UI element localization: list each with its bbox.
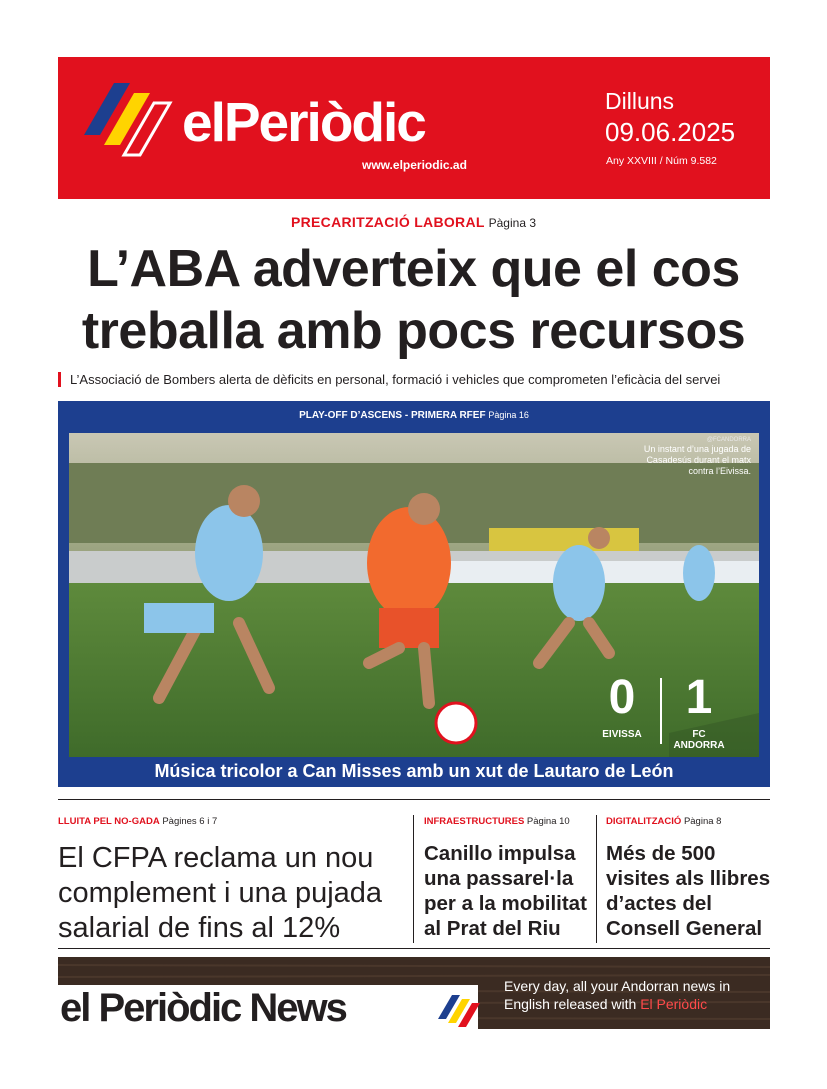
- lead-headline[interactable]: L’ABA adverteix que el cos treballa amb pocs recursos: [81, 240, 746, 360]
- photo-story-title[interactable]: Música tricolor a Can Misses amb un xut de Lautaro de León: [154, 761, 674, 781]
- issue-number: Any XXVIII / Núm 9.582: [606, 155, 717, 167]
- away-score: [669, 673, 729, 751]
- tricolor-logo-icon: [84, 83, 174, 173]
- story-canillo[interactable]: [424, 816, 589, 941]
- story-section: DIGITALITZACIÓ: [606, 816, 682, 827]
- divider-top: [58, 799, 770, 800]
- score-divider: [660, 678, 662, 744]
- story-title[interactable]: El CFPA reclama un nou complement i una pujada salarial de fins al 12%: [58, 842, 383, 944]
- news-banner-highlight: El Periòdic: [640, 996, 708, 1012]
- story-page-ref: Pàgines 6 i 7: [162, 816, 218, 827]
- photo-story[interactable]: [58, 401, 770, 787]
- issue-day: Dilluns: [605, 88, 675, 114]
- news-banner-body: Every day, all your Andorran news in English released with: [504, 978, 731, 1012]
- story-kicker: [424, 816, 589, 827]
- match-photo[interactable]: [69, 433, 759, 757]
- story-page-ref: Pàgina 8: [683, 816, 722, 827]
- photo-credit: @FCANDORRA: [706, 437, 751, 443]
- story-title[interactable]: Més de 500 visites als llibres d’actes del Consell General: [606, 842, 771, 940]
- newspaper-logo[interactable]: elPeriòdic: [182, 91, 425, 153]
- news-banner-text: [504, 977, 766, 1013]
- website-url[interactable]: www.elperiodic.ad: [362, 158, 467, 172]
- away-goals: 1: [685, 671, 713, 724]
- story-kicker: [58, 816, 403, 827]
- story-page-ref: Pàgina 10: [526, 816, 570, 827]
- photo-section: PLAY-OFF D’ASCENS - PRIMERA RFEF: [299, 410, 486, 421]
- lead-subhead: L’Associació de Bombers alerta de dèficits en personal, formació i vehicles que comprometen l’eficàcia del servei: [58, 372, 798, 387]
- story-kicker: [606, 816, 776, 827]
- home-team: EIVISSA: [602, 729, 642, 740]
- story-section: LLUITA PEL NO-GADA: [58, 816, 160, 827]
- masthead: [58, 57, 770, 199]
- lead-page-ref: Pàgina 3: [488, 216, 536, 230]
- tricolor-mini-icon: [438, 995, 480, 1027]
- photo-kicker: [58, 410, 770, 421]
- home-goals: 0: [608, 671, 636, 724]
- column-divider-1: [413, 815, 414, 943]
- issue-date: 09.06.2025: [605, 117, 736, 147]
- story-consell[interactable]: [606, 816, 776, 941]
- lead-section[interactable]: PRECARITZACIÓ LABORAL: [291, 214, 485, 230]
- story-cfpa[interactable]: [58, 816, 403, 946]
- photo-page-ref: Pàgina 16: [488, 410, 529, 420]
- column-divider-2: [596, 815, 597, 943]
- story-section: INFRAESTRUCTURES: [424, 816, 525, 827]
- football-match-image: [69, 433, 759, 757]
- story-title[interactable]: Canillo impulsa una passarel·la per a la mobilitat al Prat del Riu: [424, 842, 587, 940]
- lead-kicker: [0, 214, 827, 230]
- home-score: [594, 673, 650, 740]
- news-logo[interactable]: el Periòdic News: [58, 985, 478, 1029]
- away-team: FC ANDORRA: [673, 729, 725, 751]
- news-banner[interactable]: [58, 957, 770, 1029]
- photo-caption: Un instant d’una jugada de Casadesús durant el matx contra l’Eivissa.: [643, 444, 751, 476]
- divider-bottom: [58, 948, 770, 949]
